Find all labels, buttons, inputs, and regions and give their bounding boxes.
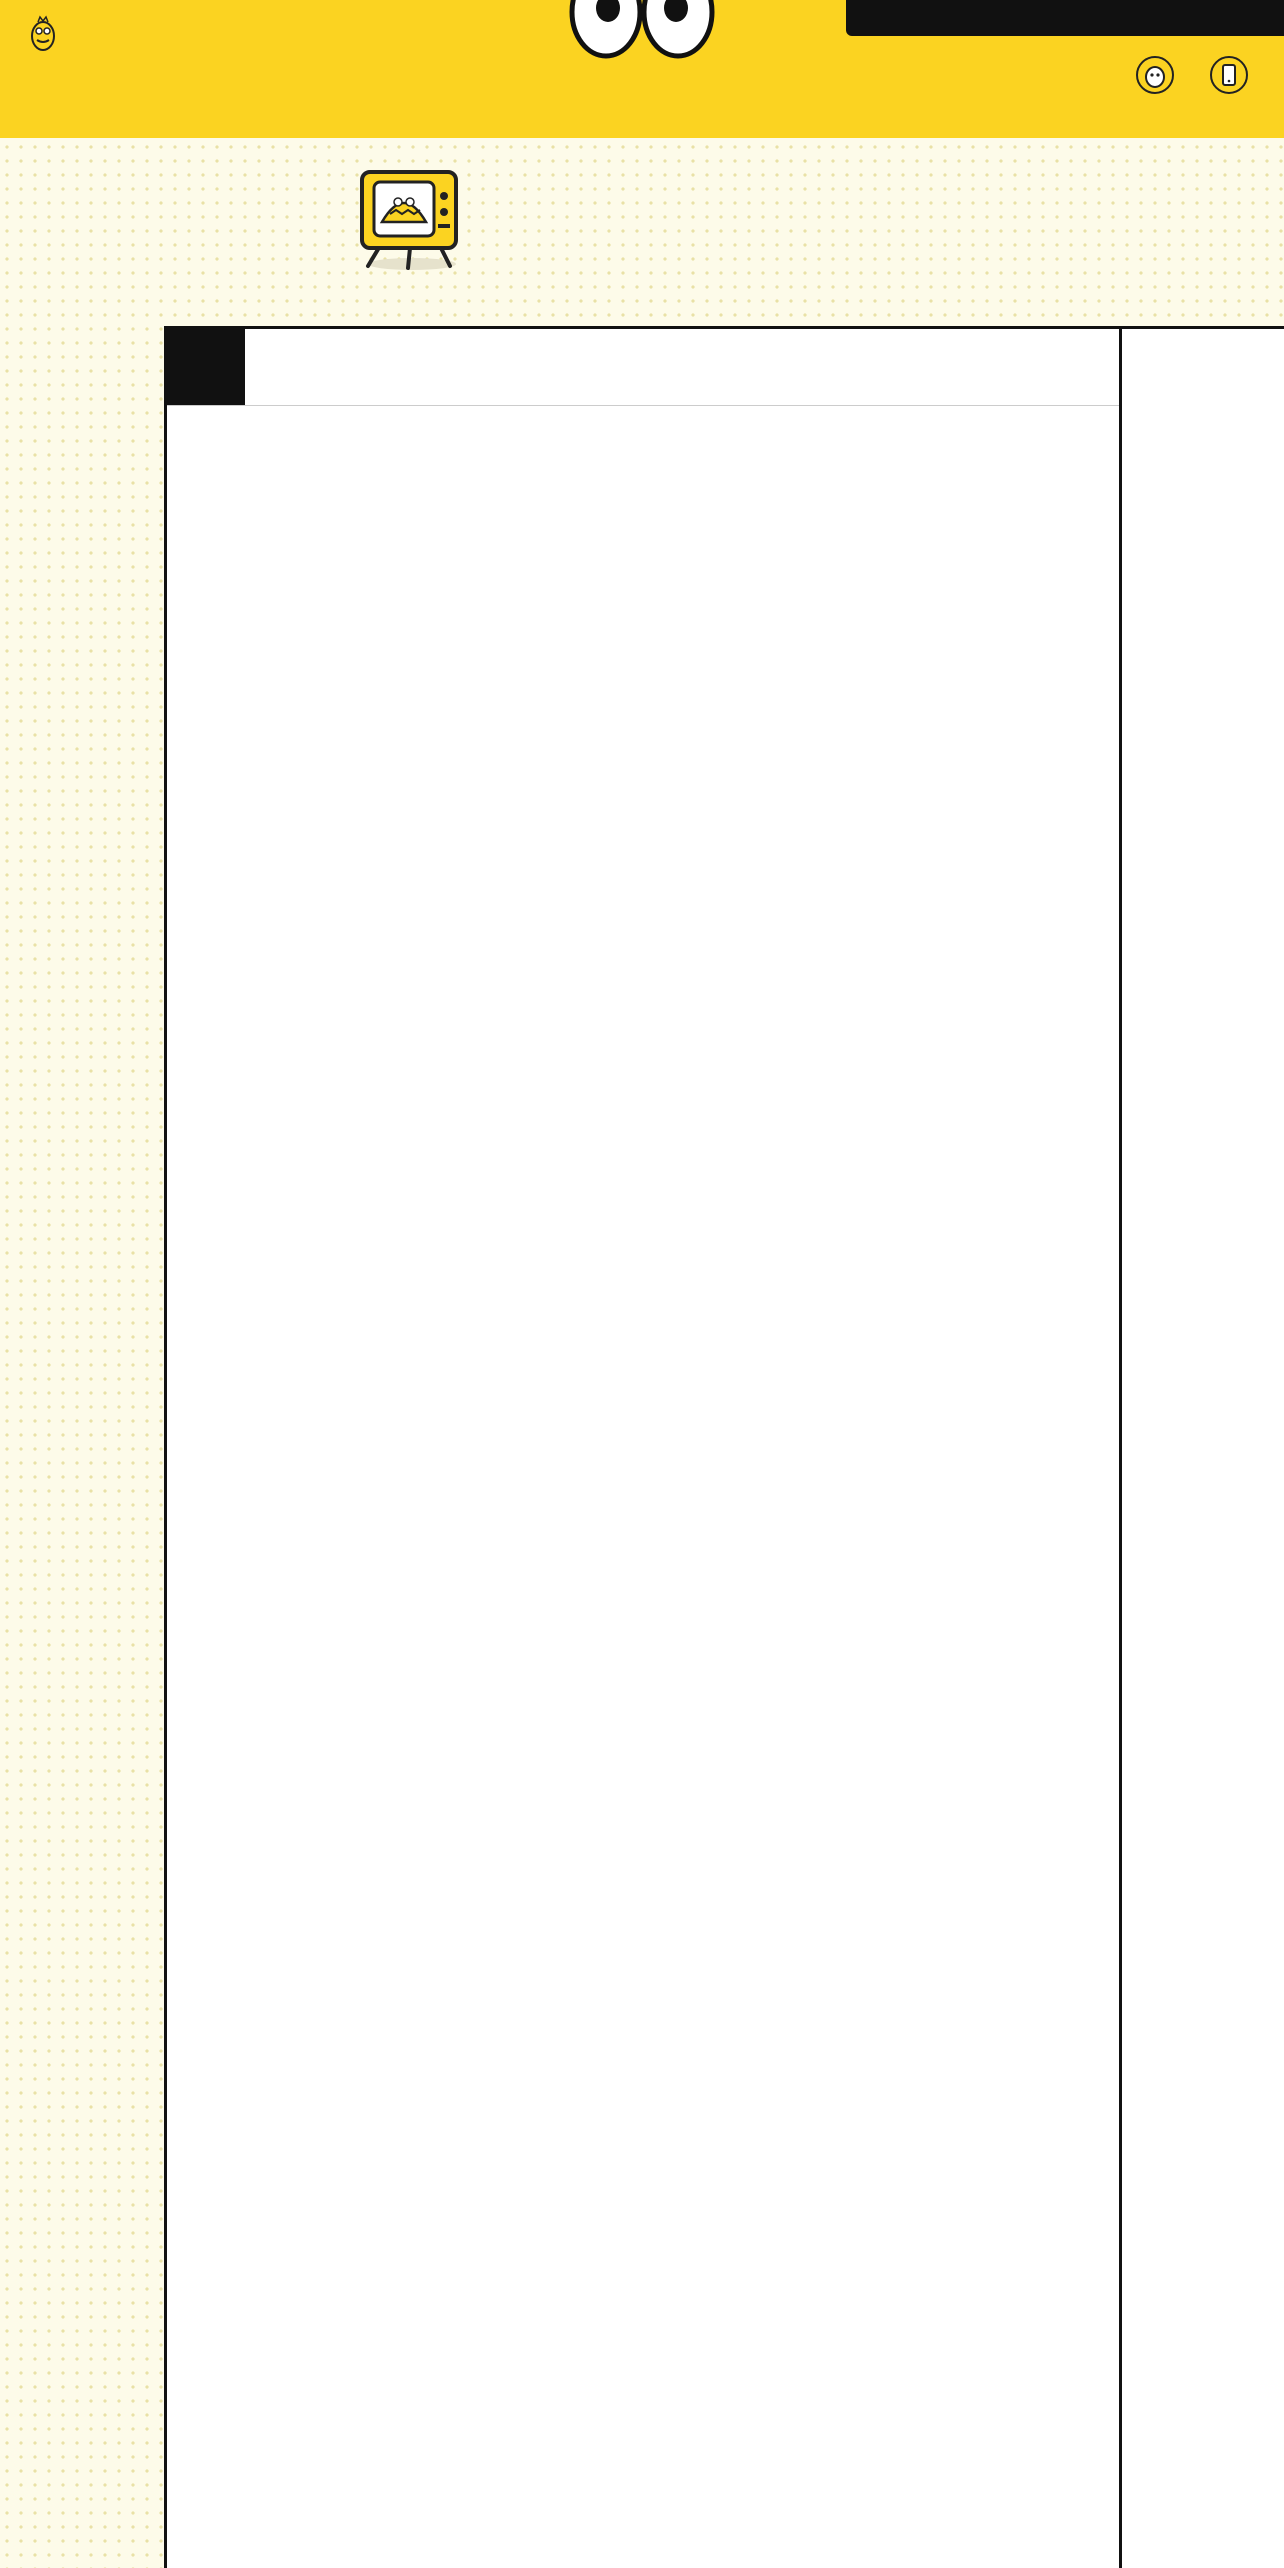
day-tabs <box>167 329 1119 406</box>
mascot-eyes-icon <box>568 0 716 60</box>
day-tabs-corner <box>167 329 245 405</box>
header-zigzag-edge <box>0 136 1284 150</box>
mascot-icon <box>1138 58 1172 92</box>
tv-mascot-icon <box>354 166 464 272</box>
main-nav <box>0 66 1284 96</box>
teletama-chan-button[interactable] <box>1136 56 1174 94</box>
teletama-app-button[interactable] <box>1210 56 1248 94</box>
program-schedule-table <box>164 326 1122 2568</box>
site-logo[interactable] <box>30 14 62 52</box>
top-utility-bar <box>846 0 1284 36</box>
teletama-mascot-icon <box>30 14 56 52</box>
smartphone-icon <box>1212 58 1246 92</box>
site-header <box>0 0 1284 138</box>
